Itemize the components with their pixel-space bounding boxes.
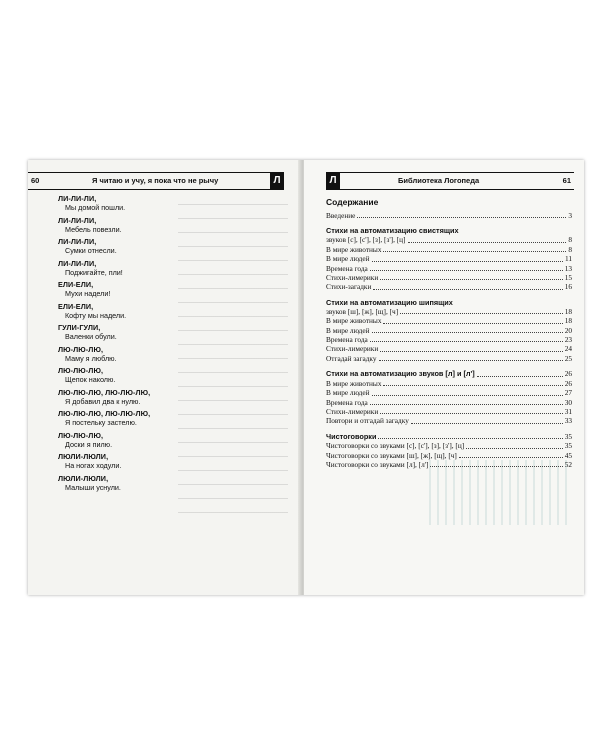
- toc-entry-title: В мире людей: [326, 388, 370, 398]
- right-running-title: Библиотека Логопеда: [398, 176, 480, 185]
- toc-page-number: 52: [564, 459, 572, 469]
- bleed-through-image: [429, 460, 569, 525]
- toc-page-number: 20: [564, 325, 572, 335]
- toc-entry-title: В мире людей: [326, 254, 370, 264]
- toc-leader-dots: [357, 217, 566, 218]
- verse: [58, 474, 268, 492]
- toc-entry-title: Стихи на автоматизацию звуков [л] и [л']: [326, 369, 475, 379]
- toc-entry: [326, 379, 572, 388]
- toc-section-title: [326, 226, 572, 235]
- left-page: [28, 160, 301, 595]
- toc-entry-title: звуков [с], [с'], [з], [з'], [ц]: [326, 235, 406, 245]
- verse-refrain: ЛИ-ЛИ-ЛИ,: [58, 215, 97, 225]
- table-of-contents: [326, 197, 572, 469]
- toc-page-number: 26: [564, 378, 572, 388]
- toc-page-number: 23: [564, 335, 572, 345]
- toc-entry: [326, 282, 572, 291]
- toc-leader-dots: [380, 279, 562, 280]
- verse-line: Малыши уснули.: [65, 482, 121, 492]
- toc-entry-title: Стихи-лимерики: [326, 406, 379, 416]
- toc-entry: [326, 416, 572, 425]
- verse-line: На ногах ходули.: [65, 461, 122, 470]
- verse: [58, 194, 268, 212]
- toc-page-number: 35: [564, 441, 572, 451]
- toc-leader-dots: [400, 313, 563, 314]
- toc-entry: [326, 441, 572, 450]
- toc-leader-dots: [378, 438, 562, 439]
- verse: [58, 388, 268, 406]
- verse-line: Кофту мы надели.: [65, 310, 127, 320]
- toc-page-number: 24: [564, 344, 572, 354]
- verse: [58, 280, 268, 298]
- verse-line: Мухи надели!: [65, 289, 111, 298]
- left-running-header: [28, 172, 284, 190]
- toc-entry: [326, 326, 572, 335]
- toc-entry: [326, 344, 572, 353]
- toc-leader-dots: [466, 448, 563, 449]
- toc-entry: [326, 273, 572, 282]
- toc-entry-title: Чистоговорки со звуками [л], [л']: [326, 459, 429, 469]
- verse: [58, 259, 268, 277]
- toc-entry: [326, 407, 572, 416]
- toc-entry: [326, 335, 572, 344]
- toc-leader-dots: [373, 289, 562, 290]
- toc-entry-title: В мире животных: [326, 378, 382, 388]
- verse-refrain: ЛИ-ЛИ-ЛИ,: [58, 258, 97, 268]
- toc-leader-dots: [370, 404, 563, 405]
- toc-entry: [326, 460, 572, 469]
- toc-entry-title: Стихи-загадки: [326, 282, 372, 292]
- toc-entry-title: Введение: [326, 211, 356, 220]
- toc-page-number: 35: [564, 431, 572, 441]
- toc-leader-dots: [380, 351, 562, 352]
- toc-entry-title: Стихи-лимерики: [326, 344, 379, 354]
- toc-leader-dots: [372, 395, 563, 396]
- verse-line: Я добавил два к нулю.: [65, 396, 141, 406]
- toc-entry-title: Повтори и отгадай загадку: [326, 416, 409, 426]
- toc-entry: [326, 398, 572, 407]
- toc-section-title-line: Стихи на автоматизацию шипящих: [326, 297, 453, 307]
- verse-refrain: ЛЮ-ЛЮ-ЛЮ,: [58, 430, 104, 440]
- verse-refrain: ЛЮ-ЛЮ-ЛЮ,: [58, 366, 104, 375]
- toc-page-number: 15: [564, 273, 572, 283]
- verse-refrain: ГУЛИ-ГУЛИ,: [58, 323, 101, 332]
- verse-line: Мы домой пошли.: [65, 203, 126, 212]
- toc-leader-dots: [380, 413, 562, 414]
- verse-refrain: ЕЛИ-ЕЛИ,: [58, 280, 94, 289]
- logo-icon: Л: [326, 173, 340, 189]
- left-page-number: 60: [31, 176, 40, 185]
- toc-leader-dots: [370, 270, 563, 271]
- verse: [58, 237, 268, 255]
- toc-page-number: 33: [564, 416, 572, 426]
- toc-entry-title: В мире людей: [326, 325, 370, 335]
- toc-page-number: 8: [568, 244, 572, 254]
- toc-leader-dots: [372, 261, 563, 262]
- verse: [58, 216, 268, 234]
- toc-page-number: 45: [564, 450, 572, 460]
- toc-page-number: 16: [564, 282, 572, 292]
- verse: [58, 452, 268, 470]
- verse-refrain: ЛЮЛИ-ЛЮЛИ,: [58, 452, 109, 461]
- toc-leader-dots: [383, 385, 562, 386]
- verse-line: Мебель повезли.: [65, 224, 122, 234]
- toc-entry-title: Времена года: [326, 397, 368, 407]
- toc-entry-title: Времена года: [326, 263, 368, 273]
- toc-leader-dots: [370, 341, 563, 342]
- toc-entry: [326, 369, 572, 378]
- left-running-title: Я читаю и учу, я пока что не рычу: [92, 176, 219, 185]
- verse: [58, 302, 268, 320]
- toc-entry: [326, 307, 572, 316]
- toc-page-number: 18: [564, 316, 572, 326]
- verse-refrain: ЛЮ-ЛЮ-ЛЮ, ЛЮ-ЛЮ-ЛЮ,: [58, 387, 151, 397]
- book-spread: [28, 160, 584, 595]
- toc-entry-title: Отгадай загадку: [326, 353, 377, 363]
- verse-line: Маму я люблю.: [65, 353, 117, 363]
- toc-entry: [326, 235, 572, 244]
- verse-line: Я постельку застелю.: [65, 418, 137, 427]
- toc-entry-title: звуков [ш], [ж], [щ], [ч]: [326, 306, 399, 316]
- toc-entry: [326, 354, 572, 363]
- verse-refrain: ЕЛИ-ЕЛИ,: [58, 301, 94, 311]
- toc-entry: [326, 245, 572, 254]
- toc-page-number: 11: [564, 254, 572, 264]
- toc-page-number: 3: [568, 211, 572, 220]
- toc-leader-dots: [383, 251, 566, 252]
- verse-refrain: ЛИ-ЛИ-ЛИ,: [58, 194, 97, 203]
- toc-leader-dots: [411, 423, 563, 424]
- right-page: [304, 160, 584, 595]
- toc-entry: [326, 451, 572, 460]
- toc-entry-title: В мире животных: [326, 244, 382, 254]
- toc-leader-dots: [372, 332, 563, 333]
- toc-entry: [326, 211, 572, 220]
- toc-page-number: 8: [568, 235, 572, 245]
- verse-line: Поджигайте, пли!: [65, 267, 123, 277]
- verse-list: [58, 194, 268, 495]
- toc-rows: [326, 211, 572, 469]
- toc-page-number: 25: [564, 353, 572, 363]
- toc-leader-dots: [379, 360, 563, 361]
- toc-entry: [326, 432, 572, 441]
- toc-page-number: 31: [564, 406, 572, 416]
- verse-refrain: ЛЮ-ЛЮ-ЛЮ, ЛЮ-ЛЮ-ЛЮ,: [58, 409, 151, 418]
- toc-page-number: 27: [564, 388, 572, 398]
- verse: [58, 366, 268, 384]
- toc-page-number: 26: [564, 369, 572, 379]
- toc-entry: [326, 388, 572, 397]
- logo-icon: Л: [270, 173, 284, 189]
- verse: [58, 431, 268, 449]
- toc-page-number: 30: [564, 397, 572, 407]
- verse-refrain: ЛИ-ЛИ-ЛИ,: [58, 237, 97, 246]
- toc-page-number: 13: [564, 263, 572, 273]
- right-running-header: [326, 172, 574, 190]
- toc-leader-dots: [408, 242, 567, 243]
- toc-entry-title: Чистоговорки: [326, 431, 377, 441]
- verse-refrain: ЛЮ-ЛЮ-ЛЮ,: [58, 344, 104, 354]
- toc-leader-dots: [383, 323, 562, 324]
- toc-entry: [326, 264, 572, 273]
- verse: [58, 345, 268, 363]
- toc-leader-dots: [430, 466, 562, 467]
- verse-refrain: ЛЮЛИ-ЛЮЛИ,: [58, 473, 109, 483]
- verse-line: Доски я пилю.: [65, 439, 113, 449]
- toc-entry-title: Чистоговорки со звуками [с], [с'], [з], [з'], [ц]: [326, 441, 465, 451]
- toc-leader-dots: [459, 457, 563, 458]
- toc-heading: Содержание: [326, 197, 379, 207]
- toc-entry-title: Чистоговорки со звуками [ш], [ж], [щ], [ч]: [326, 450, 457, 460]
- toc-entry: [326, 316, 572, 325]
- verse: [58, 409, 268, 427]
- toc-entry-title: В мире животных: [326, 316, 382, 326]
- toc-entry-title: Времена года: [326, 335, 368, 345]
- toc-page-number: 18: [564, 306, 572, 316]
- verse: [58, 323, 268, 341]
- right-page-number: 61: [562, 176, 571, 185]
- toc-section-title: [326, 298, 572, 307]
- verse-line: Щепок наколю.: [65, 375, 116, 384]
- toc-leader-dots: [477, 376, 563, 377]
- toc-entry: [326, 254, 572, 263]
- toc-section-title-line: Стихи на автоматизацию свистящих: [326, 226, 459, 236]
- toc-entry-title: Стихи-лимерики: [326, 273, 379, 283]
- verse-line: Валенки обули.: [65, 332, 117, 341]
- verse-line: Сумки отнесли.: [65, 246, 117, 255]
